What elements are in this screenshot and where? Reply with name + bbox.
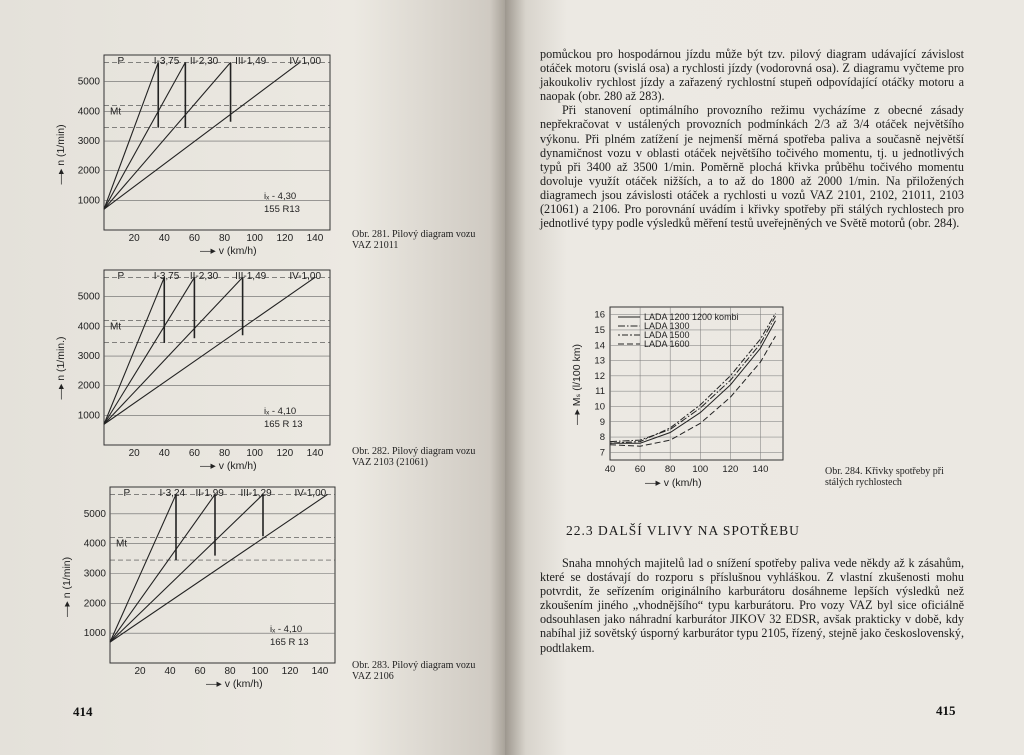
x-tick-label: 140	[306, 448, 324, 459]
ratio-note: iₓ - 4,30	[264, 191, 297, 202]
gear-line	[104, 277, 315, 424]
y-tick-label: 3000	[77, 136, 100, 148]
gear-label: III-1,29	[240, 488, 272, 499]
y-tick-label: 4000	[83, 538, 106, 550]
gear-label: II-1,99	[195, 488, 224, 499]
y-tick-label: 2000	[77, 165, 100, 177]
y-tick-label: 1000	[77, 195, 100, 207]
sawtooth-chart-3	[61, 487, 335, 690]
caption-fig-283: Obr. 283. Pilový diagram vozu VAZ 2106	[352, 660, 476, 682]
consumption-series-line	[610, 313, 776, 443]
page-number-left: 414	[73, 704, 93, 719]
gear-line	[104, 277, 194, 424]
legend-label: LADA 1200 1200 kombi	[644, 312, 739, 322]
x-tick-label: 120	[281, 666, 299, 677]
caption-fig-284: Obr. 284. Křivky spotřeby při stálých rychlostech	[825, 466, 944, 488]
page-number-right: 415	[936, 703, 956, 718]
x-tick-label: 60	[194, 666, 206, 677]
y-tick-label: 11	[595, 386, 605, 398]
gear-label: III-1,49	[235, 271, 267, 282]
y-tick-label: 10	[594, 401, 605, 413]
x-tick-label: 140	[752, 464, 769, 475]
x-tick-label: 40	[604, 464, 616, 475]
y-tick-label: 7	[599, 447, 605, 459]
y-tick-label: 1000	[83, 628, 106, 640]
torque-label: Mt	[116, 538, 128, 550]
gear-label: I-3,75	[153, 56, 180, 67]
x-tick-label: 100	[692, 464, 709, 475]
legend-label: LADA 1600	[644, 339, 690, 349]
x-tick-label: 60	[634, 464, 646, 475]
x-tick-label: 20	[128, 233, 140, 244]
gear-line	[104, 62, 158, 209]
x-tick-label: 100	[246, 448, 264, 459]
y-tick-label: 13	[594, 355, 605, 367]
x-tick-label: 140	[311, 666, 329, 677]
x-tick-label: 20	[134, 666, 146, 677]
x-tick-label: 140	[306, 233, 324, 244]
gear-label: II-2,30	[189, 56, 219, 67]
gear-label: P	[123, 488, 131, 499]
ratio-note: iₓ - 4,10	[264, 406, 297, 417]
caption-fig-281: Obr. 281. Pilový diagram vozu VAZ 21011	[352, 229, 476, 251]
y-tick-label: 4000	[77, 321, 100, 333]
tire-note: 155 R13	[264, 204, 300, 215]
x-tick-label: 80	[218, 448, 231, 459]
gear-line	[104, 62, 300, 209]
consumption-chart	[571, 307, 783, 489]
gear-label: II-2,30	[189, 271, 219, 282]
y-tick-label: 4000	[77, 106, 100, 118]
x-tick-label: 100	[246, 233, 264, 244]
paragraph-2: Při stanovení optimálního provozního režimu vycházíme z obecné zásady nepřekračovat v ustálených provozních podmínkách 2/3 až 3/4 otáček největšího výkonu. Při plném zatížení je nejmenší měrná spotřeba paliva a současně největší dynamičnost vozu v oblasti otáček největšího točivého momentu, tj. u jednotlivých typů při 3400 až 3500 1/min. Poměrně plochá křivka průběhu točivého momentu dovoluje využít otáček nižších, a to až do 1800 až 2000 1/min. Na přiložených diagramech jsou závislosti otáček a rychlosti u vozů VAZ 2101, 2102, 21011, 2103 (21061) a 2106. Pro porovnání uvádím i křivky spotřeby při stálých rychlostech pro jednotlivé typy podle výsledků měření testů uveřejněných ve Světě motorů (obr. 284).	[540, 103, 964, 231]
paragraph-1: pomůckou pro hospodárnou jízdu může být tzv. pilový diagram udávající závislost otáček motoru (svislá osa) a rychlosti jízdy (vodorovná osa). Z diagramu vyčteme pro jakoukoliv rychlost jízdy a zařazený rychlostní stupeň odpovídající otáčky motoru a naopak (obr. 280 až 283).	[540, 47, 964, 104]
x-tick-label: 120	[722, 464, 739, 475]
section-paragraph: Snaha mnohých majitelů lad o snížení spotřeby paliva vede někdy až k zásahům, které se dostávají do rozporu s příslušnou vyhláškou. Z vlastní zkušenosti mohu potvrdit, že seřízením originálního karburátoru dosáhneme lepších výsledků než zkoušením jiného „vhodnějšího“ typu karburátoru. Pro vozy VAZ byl sice oficiálně odsouhlasen jako náhradní karburátor JIKOV 32 EDSR, avšak prakticky v době, kdy nabíhal již sovětský úsporný karburátor typu 2105, řízený, stejně jako československý, podtlakem.	[540, 556, 964, 655]
torque-label: Mt	[110, 106, 122, 118]
y-axis-label: —▸ n (1/min.)	[55, 336, 67, 400]
x-axis-label: —▸ v (km/h)	[645, 477, 702, 489]
x-tick-label: 80	[664, 464, 676, 475]
sawtooth-chart-1	[55, 55, 330, 257]
x-tick-label: 60	[188, 448, 200, 459]
y-axis-label: —▸ n (1/min)	[55, 124, 67, 185]
y-tick-label: 5000	[83, 508, 106, 520]
y-tick-label: 2000	[77, 380, 100, 392]
gear-label: III-1,49	[235, 56, 267, 67]
gear-line	[104, 62, 185, 209]
y-tick-label: 15	[594, 324, 605, 336]
y-tick-label: 9	[599, 416, 605, 428]
x-tick-label: 120	[276, 233, 294, 244]
y-tick-label: 5000	[77, 291, 100, 303]
y-tick-label: 5000	[77, 76, 100, 88]
x-tick-label: 60	[188, 233, 200, 244]
section-heading: 22.3 DALŠÍ VLIVY NA SPOTŘEBU	[566, 523, 800, 538]
gear-label: P	[117, 56, 125, 67]
torque-label: Mt	[110, 321, 122, 333]
x-axis-label: —▸ v (km/h)	[200, 460, 257, 472]
sawtooth-chart-2	[55, 270, 330, 472]
gear-line	[104, 62, 231, 209]
gear-label: I-3,24	[159, 488, 186, 499]
gear-label: P	[117, 271, 125, 282]
y-tick-label: 12	[594, 370, 605, 382]
gear-line	[104, 277, 243, 424]
legend-label: LADA 1500	[644, 330, 690, 340]
section-text	[540, 556, 964, 655]
x-tick-label: 40	[164, 666, 176, 677]
x-tick-label: 100	[251, 666, 269, 677]
y-tick-label: 2000	[83, 598, 106, 610]
caption-fig-282: Obr. 282. Pilový diagram vozu VAZ 2103 (21061)	[352, 446, 476, 468]
consumption-series-line	[610, 321, 776, 443]
y-tick-label: 3000	[83, 568, 106, 580]
x-axis-label: —▸ v (km/h)	[206, 678, 263, 690]
gear-label: I-3,75	[153, 271, 180, 282]
left-page	[0, 0, 505, 755]
y-tick-label: 3000	[77, 351, 100, 363]
gear-line	[104, 277, 164, 424]
gear-line	[110, 494, 215, 642]
gear-label: IV-1,00	[289, 271, 322, 282]
x-tick-label: 80	[224, 666, 236, 677]
x-tick-label: 80	[218, 233, 231, 244]
gear-label: IV-1,00	[289, 56, 322, 67]
tire-note: 165 R 13	[264, 419, 303, 430]
y-tick-label: 14	[594, 340, 605, 352]
gear-line	[110, 494, 263, 642]
x-tick-label: 40	[158, 448, 170, 459]
x-tick-label: 120	[276, 448, 294, 459]
y-tick-label: 8	[599, 432, 605, 444]
ratio-note: iₓ - 4,10	[270, 624, 303, 635]
intro-text	[540, 47, 964, 230]
x-tick-label: 40	[158, 233, 170, 244]
y-axis-label: —▸ Mₛ (l/100 km)	[571, 344, 583, 425]
gear-label: IV-1,00	[294, 488, 327, 499]
y-axis-label: —▸ n (1/min)	[61, 556, 73, 617]
y-tick-label: 1000	[77, 410, 100, 422]
legend-label: LADA 1300	[644, 321, 690, 331]
tire-note: 165 R 13	[270, 637, 309, 648]
left-figures-svg	[0, 0, 505, 755]
x-axis-label: —▸ v (km/h)	[200, 245, 257, 257]
y-tick-label: 16	[594, 309, 605, 321]
x-tick-label: 20	[128, 448, 140, 459]
